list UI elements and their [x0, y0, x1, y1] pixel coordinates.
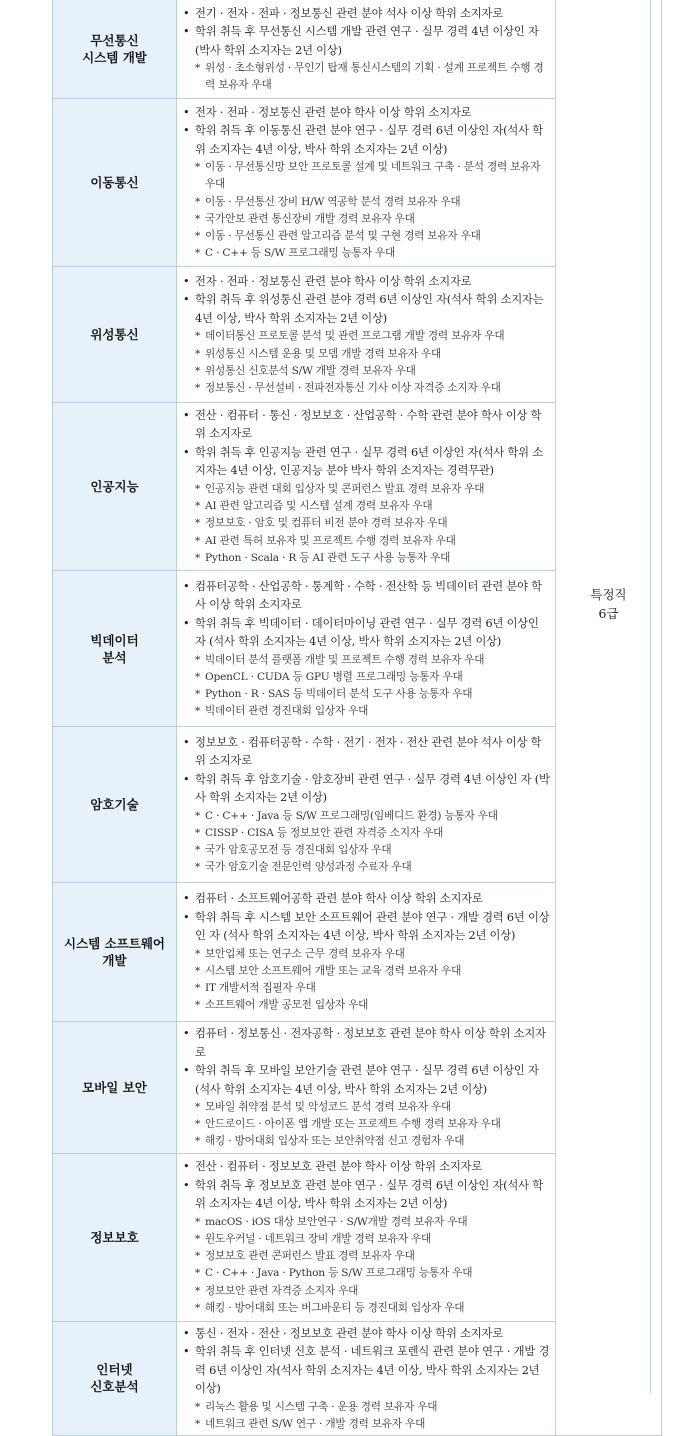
note-text: 위성통신 신호분석 S/W 개발 경력 보유자 우대 [205, 364, 416, 377]
requirement-item [183, 291, 551, 328]
table-body [53, 0, 662, 1436]
note-text: AI 관련 알고리즘 및 시스템 설계 경력 보유자 우대 [205, 500, 433, 513]
asterisk-icon: * [195, 247, 201, 260]
preferred-qualification-note [183, 669, 551, 686]
preferred-qualification-note [183, 550, 551, 567]
requirement-item [183, 5, 551, 24]
note-text: 윈도우커널 · 네트워크 장비 개발 경력 보유자 우대 [205, 1232, 432, 1245]
note-text: 정보통신 · 무선설비 · 전파전자통신 기사 이상 자격증 소지자 우대 [205, 381, 501, 394]
asterisk-icon: * [195, 517, 201, 530]
requirement-item [183, 734, 551, 771]
asterisk-icon: * [195, 347, 201, 360]
asterisk-icon: * [195, 809, 201, 822]
requirements-cell [177, 727, 556, 883]
preferred-qualification-note [183, 60, 551, 94]
requirement-item [183, 615, 551, 652]
preferred-qualification-note [183, 997, 551, 1014]
bullet-icon: • [183, 445, 190, 459]
requirement-text: 학위 취득 후 빅데이터 · 데이터마이닝 관련 연구 · 실무 경력 6년 이상인 자 (석사 학위 소지자는 4년 이상, 박사 학위 소지자는 2년 이상) [195, 616, 539, 649]
requirements-cell [177, 403, 556, 571]
bullet-icon: • [183, 910, 190, 924]
asterisk-icon: * [195, 1267, 201, 1280]
asterisk-icon: * [195, 653, 201, 666]
preferred-qualification-note [183, 328, 551, 345]
requirement-text: 학위 취득 후 모바일 보안기술 관련 분야 연구 · 실무 경력 6년 이상인 자 (석사 학위 소지자는 4년 이상, 박사 학위 소지자는 2년 이상) [195, 1064, 539, 1096]
asterisk-icon: * [195, 688, 201, 700]
asterisk-icon: * [195, 62, 201, 75]
requirement-text: 통신 · 전자 · 전산 · 정보보호 관련 분야 학사 이상 학위 소지자로 [195, 1326, 503, 1340]
note-text: 시스템 보안 소프트웨어 개발 또는 교육 경력 보유자 우대 [205, 965, 462, 978]
preferred-qualification-note [183, 481, 551, 498]
requirements-cell [177, 1022, 556, 1154]
note-text: 소프트웨어 개발 공모전 입상자 우대 [205, 999, 369, 1012]
field-name-cell: 위성통신 [53, 267, 177, 403]
preferred-qualification-note [183, 703, 551, 720]
requirements-cell [177, 571, 556, 727]
requirement-text: 컴퓨터공학 · 산업공학 · 통계학 · 수학 · 전산학 등 빅데이터 관련 분야 학사 이상 학위 소지자로 [195, 579, 542, 612]
preferred-qualification-note [183, 859, 551, 876]
preferred-qualification-note [183, 1300, 551, 1317]
note-text: 정보보호 관련 콘퍼런스 발표 경력 보유자 우대 [205, 1250, 415, 1263]
asterisk-icon: * [195, 1400, 201, 1413]
preferred-qualification-note [183, 1099, 551, 1116]
note-text: 인공지능 관련 대회 입상자 및 콘퍼런스 발표 경력 보유자 우대 [205, 482, 485, 495]
preferred-qualification-note [183, 652, 551, 669]
requirement-text: 학위 취득 후 시스템 보안 소프트웨어 관련 분야 연구 · 개발 경력 6년 이상인 자 (석사 학위 소지자는 4년 이상, 박사 학위 소지자는 2년 이상) [195, 910, 550, 943]
requirement-text: 컴퓨터 · 소프트웨어공학 관련 분야 학사 이상 학위 소지자로 [195, 892, 483, 906]
asterisk-icon: * [195, 826, 201, 839]
note-text: 빅데이터 분석 플랫폼 개발 및 프로젝트 수행 경력 보유자 우대 [205, 653, 485, 666]
preferred-qualification-note [183, 686, 551, 703]
preferred-qualification-note [183, 1116, 551, 1133]
bullet-icon: • [183, 25, 190, 39]
note-text: C · C++ · Java · Python 등 S/W 프로그래밍 능통자 우대 [205, 1267, 473, 1280]
preferred-qualification-note [183, 946, 551, 963]
asterisk-icon: * [195, 482, 201, 495]
asterisk-icon: * [195, 551, 201, 564]
preferred-qualification-note [183, 963, 551, 980]
preferred-qualification-note [183, 363, 551, 380]
note-text: CISSP · CISA 등 정보보안 관련 자격증 소지자 우대 [205, 826, 444, 839]
preferred-qualification-note [183, 228, 551, 245]
requirements-cell [177, 267, 556, 403]
preferred-qualification-note [183, 159, 551, 193]
note-text: 해킹 · 방어대회 입상자 또는 보안취약점 신고 경험자 우대 [205, 1135, 465, 1148]
requirement-text: 전자 · 전파 · 정보통신 관련 분야 학사 이상 학위 소지자로 [195, 105, 472, 119]
asterisk-icon: * [195, 500, 201, 513]
bullet-icon: • [183, 616, 190, 630]
note-text: 보안업체 또는 연구소 근무 경력 보유자 우대 [205, 947, 405, 960]
field-name-cell: 정보보호 [53, 1153, 177, 1321]
asterisk-icon: * [195, 1215, 201, 1228]
asterisk-icon: * [195, 229, 201, 242]
bullet-icon: • [183, 579, 190, 593]
preferred-qualification-note [183, 1214, 551, 1231]
requirement-text: 학위 취득 후 암호기술 · 암호장비 관련 연구 · 실무 경력 4년 이상인 자 (박사 학위 소지자는 2년 이상) [195, 772, 550, 805]
field-name-cell: 무선통신 시스템 개발 [53, 0, 177, 99]
requirement-item [183, 104, 551, 123]
note-text: 이동 · 무선통신 장비 H/W 역공학 분석 경력 보유자 우대 [205, 195, 461, 208]
preferred-qualification-note [183, 498, 551, 515]
requirement-text: 학위 취득 후 인공지능 관련 연구 · 실무 경력 6년 이상인 자(석사 학위 소지자는 4년 이상, 인공지능 분야 박사 학위 소지자는 경력무관) [195, 445, 543, 478]
preferred-qualification-note [183, 825, 551, 842]
field-name-cell: 인터넷 신호분석 [53, 1321, 177, 1435]
requirement-item [183, 407, 551, 444]
bullet-icon: • [183, 772, 190, 786]
requirements-cell [177, 1153, 556, 1321]
requirement-item [183, 273, 551, 292]
preferred-qualification-note [183, 346, 551, 363]
note-text: 정보보안 관련 자격증 소지자 우대 [205, 1284, 359, 1297]
bullet-icon: • [183, 124, 190, 138]
asterisk-icon: * [195, 965, 201, 978]
preferred-qualification-note [183, 533, 551, 550]
requirements-cell [177, 883, 556, 1022]
field-name-cell: 암호기술 [53, 727, 177, 883]
bullet-icon: • [183, 408, 190, 422]
requirement-item [183, 578, 551, 615]
requirement-text: 전기 · 전자 · 전파 · 정보통신 관련 분야 석사 이상 학위 소지자로 [195, 6, 503, 20]
preferred-qualification-note [183, 842, 551, 859]
asterisk-icon: * [195, 947, 201, 960]
requirement-item [183, 909, 551, 946]
bullet-icon: • [183, 6, 190, 20]
asterisk-icon: * [195, 364, 201, 377]
requirement-item [183, 122, 551, 159]
note-text: OpenCL · CUDA 등 GPU 병렬 프로그래밍 능통자 우대 [205, 670, 463, 683]
requirement-text: 학위 취득 후 인터넷 신호 분석 · 네트워크 포렌식 관련 분야 연구 · 개발 경력 6년 이상인 자(석사 학위 소지자는 4년 이상, 박사 학위 소지자는 2년 이상) [195, 1345, 550, 1396]
field-name-cell: 이동통신 [53, 99, 177, 267]
asterisk-icon: * [195, 381, 201, 394]
bullet-icon: • [183, 293, 190, 307]
note-text: 안드로이드 · 아이폰 앱 개발 또는 프로젝트 수행 경력 보유자 우대 [205, 1118, 501, 1131]
asterisk-icon: * [195, 195, 201, 208]
note-text: macOS · iOS 대상 보안연구 · S/W개발 경력 보유자 우대 [205, 1215, 468, 1228]
bullet-icon: • [183, 892, 190, 906]
note-text: 이동 · 무선통신 관련 알고리즘 분석 및 구현 경력 보유자 우대 [205, 229, 481, 242]
requirement-text: 정보보호 · 컴퓨터공학 · 수학 · 전기 · 전자 · 전산 관련 분야 석사 이상 학위 소지자로 [195, 735, 542, 768]
requirement-item [183, 1062, 551, 1099]
bullet-icon: • [183, 105, 190, 119]
preferred-qualification-note [183, 380, 551, 397]
bullet-icon: • [183, 1027, 190, 1040]
requirements-cell [177, 99, 556, 267]
preferred-qualification-note [183, 1399, 551, 1416]
preferred-qualification-note [183, 211, 551, 228]
asterisk-icon: * [195, 844, 201, 856]
preferred-qualification-note [183, 980, 551, 997]
requirement-item [183, 1177, 551, 1214]
note-text: 해킹 · 방어대회 또는 버그바운티 등 경진대회 입상자 우대 [205, 1301, 465, 1314]
grade-cell: 특정직 6급 [556, 0, 662, 1436]
preferred-qualification-note [183, 245, 551, 262]
requirement-text: 컴퓨터 · 정보통신 · 전자공학 · 정보보호 관련 분야 학사 이상 학위 소지자로 [195, 1027, 546, 1059]
asterisk-icon: * [195, 705, 201, 718]
requirement-text: 학위 취득 후 무선통신 시스템 개발 관련 연구 · 실무 경력 4년 이상인 자 (박사 학위 소지자는 2년 이상) [195, 25, 539, 57]
note-text: 국가 암호기술 전문인력 양성과정 수료자 우대 [205, 861, 412, 874]
note-text: 정보보호 · 암호 및 컴퓨터 비전 분야 경력 보유자 우대 [205, 517, 448, 530]
requirement-text: 전자 · 전파 · 정보통신 관련 분야 학사 이상 학위 소지자로 [195, 274, 472, 288]
requirement-item [183, 1325, 551, 1344]
note-text: 데이터통신 프로토콜 분석 및 관련 프로그램 개발 경력 보유자 우대 [205, 330, 505, 343]
note-text: IT 개발서적 집필자 우대 [205, 982, 316, 995]
requirement-text: 학위 취득 후 정보보호 관련 분야 연구 · 실무 경력 6년 이상인 자(석사 학위 소지자는 4년 이상, 박사 학위 소지자는 2년 이상) [195, 1178, 543, 1211]
note-text: 빅데이터 관련 경진대회 입상자 우대 [205, 705, 369, 718]
note-text: AI 관련 특허 보유자 및 프로젝트 수행 경력 보유자 우대 [205, 534, 456, 547]
bullet-icon: • [183, 1064, 190, 1077]
preferred-qualification-note [183, 1231, 551, 1248]
asterisk-icon: * [195, 1301, 201, 1314]
bullet-icon: • [183, 1160, 190, 1174]
note-text: C · C++ · Java 등 S/W 프로그래밍(임베디드 환경) 능통자 우대 [205, 809, 498, 822]
preferred-qualification-note [183, 515, 551, 532]
note-text: 국가안보 관련 통신장비 개발 경력 보유자 우대 [205, 212, 415, 225]
asterisk-icon: * [195, 670, 201, 683]
asterisk-icon: * [195, 161, 201, 174]
requirement-text: 학위 취득 후 위성통신 관련 분야 경력 6년 이상인 자(석사 학위 소지자는 4년 이상, 박사 학위 소지자는 2년 이상) [195, 293, 544, 325]
bullet-icon: • [183, 1345, 190, 1359]
field-name-cell: 시스템 소프트웨어 개발 [53, 883, 177, 1022]
requirement-item [183, 890, 551, 909]
requirements-cell [177, 0, 556, 99]
preferred-qualification-note [183, 1283, 551, 1300]
asterisk-icon: * [195, 330, 201, 343]
asterisk-icon: * [195, 1135, 201, 1148]
field-name-cell: 빅데이터 분석 [53, 571, 177, 727]
asterisk-icon: * [195, 1417, 201, 1430]
bullet-icon: • [183, 735, 190, 749]
table-row [53, 0, 662, 99]
bullet-icon: • [183, 274, 190, 288]
preferred-qualification-note [183, 808, 551, 825]
asterisk-icon: * [195, 1118, 201, 1131]
note-text: 이동 · 무선통신망 보안 프로토콜 설계 및 네트워크 구축 · 분석 경력 보유자 우대 [205, 161, 541, 191]
preferred-qualification-note [183, 194, 551, 211]
requirement-item [183, 1158, 551, 1177]
requirement-item [183, 444, 551, 481]
requirement-item [183, 1343, 551, 1399]
recruitment-requirements-table [52, 0, 662, 1436]
requirement-text: 전산 · 컴퓨터 · 정보보호 관련 분야 학사 이상 학위 소지자로 [195, 1160, 483, 1174]
preferred-qualification-note [183, 1265, 551, 1282]
preferred-qualification-note [183, 1133, 551, 1150]
asterisk-icon: * [195, 861, 201, 874]
asterisk-icon: * [195, 1284, 201, 1297]
asterisk-icon: * [195, 1232, 201, 1245]
note-text: 모바일 취약점 분석 및 악성코드 분석 경력 보유자 우대 [205, 1101, 452, 1113]
note-text: 국가 암호공모전 등 경진대회 입상자 우대 [205, 844, 392, 856]
field-name-cell: 모바일 보안 [53, 1022, 177, 1154]
note-text: C · C++ 등 S/W 프로그래밍 능통자 우대 [205, 247, 395, 260]
asterisk-icon: * [195, 982, 201, 995]
asterisk-icon: * [195, 1250, 201, 1263]
bullet-icon: • [183, 1178, 190, 1192]
note-text: Python · R · SAS 등 빅데이터 분석 도구 사용 능통자 우대 [205, 688, 473, 700]
requirement-item [183, 1025, 551, 1062]
preferred-qualification-note [183, 1248, 551, 1265]
requirements-cell [177, 1321, 556, 1435]
preferred-qualification-note [183, 1416, 551, 1433]
requirement-text: 전산 · 컴퓨터 · 통신 · 정보보호 · 산업공학 · 수학 관련 분야 학사 이상 학위 소지자로 [195, 408, 542, 441]
bullet-icon: • [183, 1326, 190, 1340]
asterisk-icon: * [195, 999, 201, 1012]
asterisk-icon: * [195, 212, 201, 225]
requirement-item [183, 23, 551, 60]
asterisk-icon: * [195, 1101, 201, 1113]
requirement-text: 학위 취득 후 이동통신 관련 분야 연구 · 실무 경력 6년 이상인 자(석사 학위 소지자는 4년 이상, 박사 학위 소지자는 2년 이상) [195, 124, 543, 156]
requirement-item [183, 771, 551, 808]
note-text: 위성통신 시스템 운용 및 모뎀 개발 경력 보유자 우대 [205, 347, 442, 360]
asterisk-icon: * [195, 534, 201, 547]
note-text: 네트워크 관련 S/W 연구 · 개발 경력 보유자 우대 [205, 1417, 426, 1430]
note-text: 위성 · 초소형위성 · 무인기 탑재 통신시스템의 기획 · 설계 프로젝트 수행 경력 보유자 우대 [205, 62, 544, 92]
field-name-cell: 인공지능 [53, 403, 177, 571]
note-text: 리눅스 활용 및 시스템 구축 · 운용 경력 보유자 우대 [205, 1400, 438, 1413]
note-text: Python · Scala · R 등 AI 관련 도구 사용 능통자 우대 [205, 551, 451, 564]
